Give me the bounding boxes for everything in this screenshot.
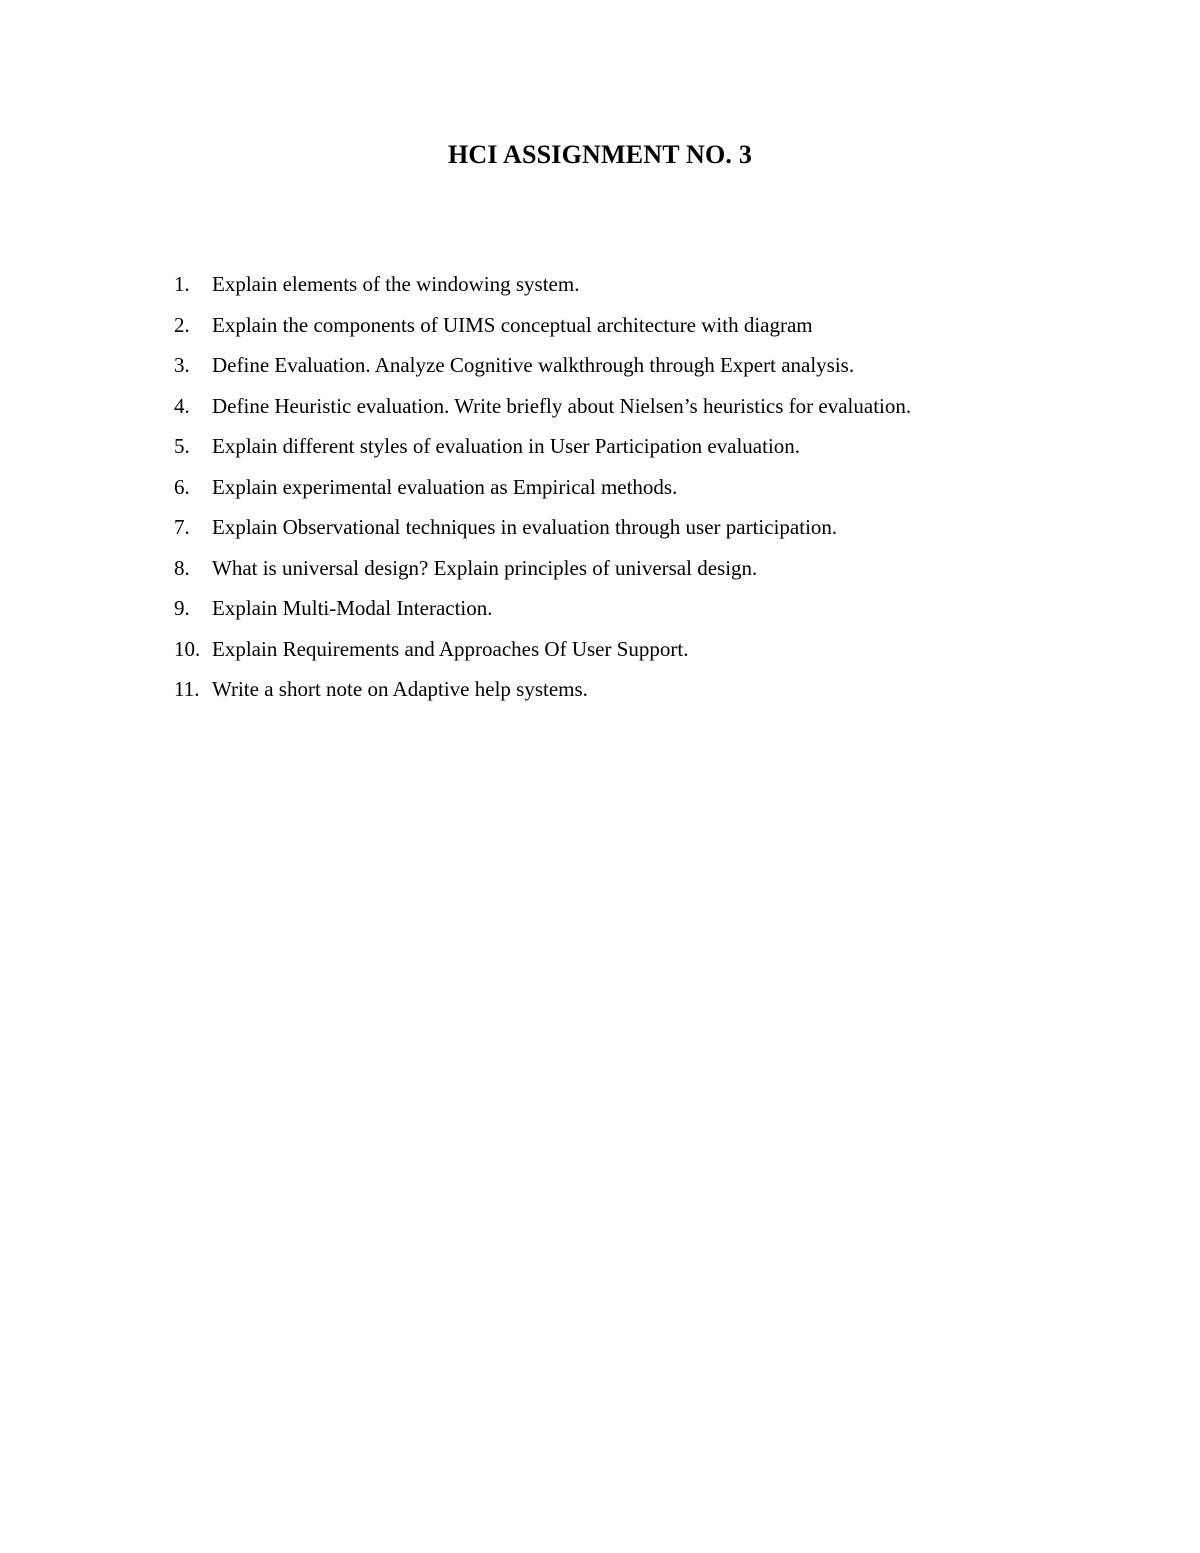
question-text: Explain Observational techniques in evaluation through user participation.	[212, 515, 838, 539]
question-number: 3.	[174, 353, 190, 377]
question-text: Explain Multi-Modal Interaction.	[212, 596, 493, 620]
question-number: 7.	[174, 515, 190, 539]
question-text: Explain experimental evaluation as Empirical methods.	[212, 474, 678, 499]
question-text: Define Heuristic evaluation. Write briefly about Nielsen’s heuristics for evaluation.	[212, 393, 912, 418]
question-text: Explain the components of UIMS conceptual architecture with diagram	[212, 312, 813, 337]
list-item	[174, 590, 911, 631]
list-item	[174, 388, 911, 429]
question-list	[174, 266, 911, 712]
page-title: HCI ASSIGNMENT NO. 3	[447, 140, 753, 169]
question-text: What is universal design? Explain principles of universal design.	[212, 555, 758, 580]
question-text: Define Evaluation. Analyze Cognitive walkthrough through Expert analysis.	[212, 353, 855, 377]
question-number: 10.	[174, 636, 201, 661]
question-number: 4.	[174, 393, 190, 418]
list-item	[174, 509, 911, 550]
list-item	[174, 307, 911, 348]
list-item	[174, 469, 911, 510]
question-text: Write a short note on Adaptive help systems.	[212, 677, 588, 701]
list-item	[174, 347, 911, 388]
question-number: 1.	[174, 272, 190, 296]
question-number: 6.	[174, 474, 190, 499]
list-item	[174, 550, 911, 591]
list-item	[174, 428, 911, 469]
question-text: Explain Requirements and Approaches Of User Support.	[212, 636, 689, 661]
list-item	[174, 266, 911, 307]
question-number: 11.	[174, 677, 200, 701]
question-number: 2.	[174, 312, 190, 337]
question-number: 9.	[174, 596, 190, 620]
list-item	[174, 631, 911, 672]
question-number: 8.	[174, 555, 190, 580]
question-text: Explain different styles of evaluation in User Participation evaluation.	[212, 434, 801, 458]
question-text: Explain elements of the windowing system.	[212, 272, 580, 296]
question-number: 5.	[174, 434, 190, 458]
list-item	[174, 671, 911, 712]
